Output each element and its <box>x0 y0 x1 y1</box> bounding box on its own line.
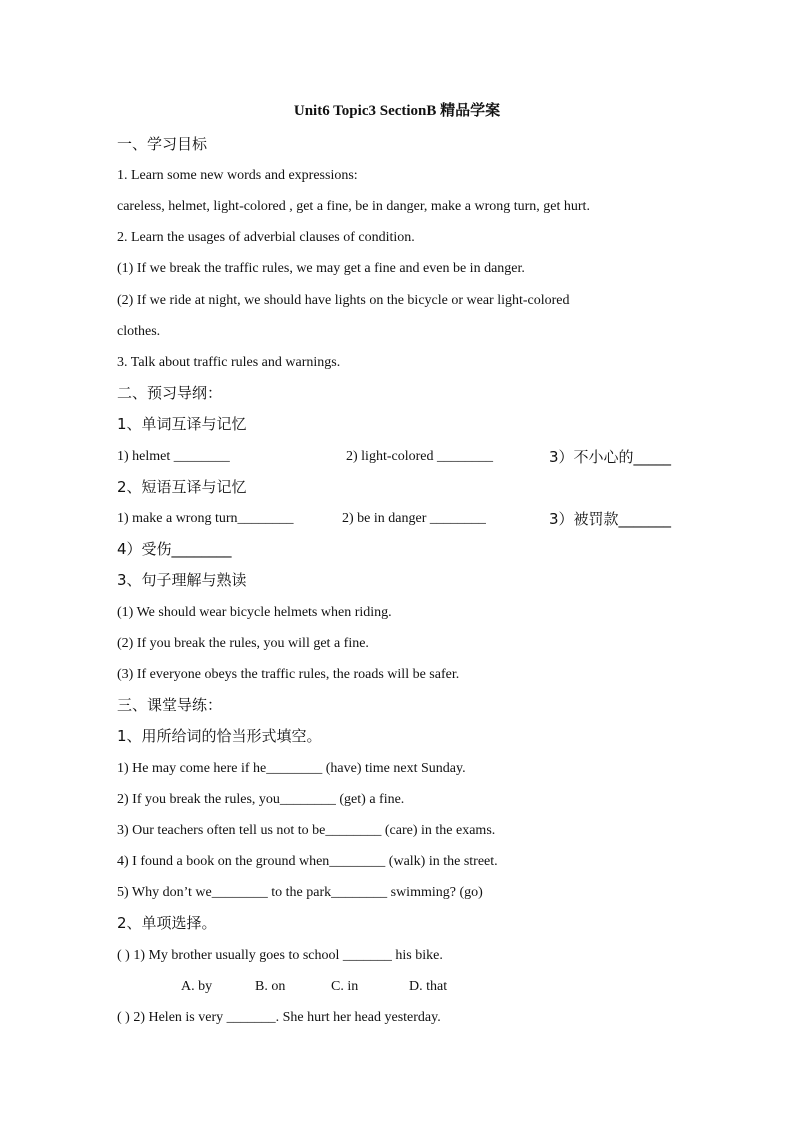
reading-sentence-2: (2) If you break the rules, you will get a fine. <box>117 636 369 651</box>
option-b: B. on <box>255 979 286 994</box>
sentence-reading-heading: 3、句子理解与熟读 <box>117 571 247 589</box>
reading-sentence-3: (3) If everyone obeys the traffic rules, the roads will be safer. <box>117 667 460 682</box>
word-item-3: 3）不小心的_____ <box>549 448 672 466</box>
phrase-item-3: 3）被罚款_______ <box>549 510 672 528</box>
fill-in-item-4: 4) I found a book on the ground when________ (walk) in the street. <box>117 854 498 869</box>
fill-in-heading: 1、用所给词的恰当形式填空。 <box>117 727 322 745</box>
multiple-choice-heading: 2、单项选择。 <box>117 914 217 932</box>
reading-sentence-1: (1) We should wear bicycle helmets when riding. <box>117 605 392 620</box>
option-a: A. by <box>181 979 213 994</box>
example-sentence-2-continued: clothes. <box>117 324 161 339</box>
fill-in-item-2: 2) If you break the rules, you________ (get) a fine. <box>117 792 405 807</box>
page-title: Unit6 Topic3 SectionB 精品学案 <box>293 103 501 119</box>
phrase-translation-heading: 2、短语互译与记忆 <box>117 478 247 496</box>
section-2-heading: 二、预习导纲： <box>117 384 223 402</box>
multiple-choice-question-1: ( ) 1) My brother usually goes to school _______ his bike. <box>117 948 443 963</box>
word-translation-row <box>117 447 677 467</box>
option-d: D. that <box>409 979 448 994</box>
objective-1: 1. Learn some new words and expressions: <box>117 168 358 183</box>
vocabulary-list: careless, helmet, light-colored , get a fine, be in danger, make a wrong turn, get hurt. <box>117 199 590 214</box>
fill-in-item-1: 1) He may come here if he________ (have) time next Sunday. <box>117 761 466 776</box>
option-c: C. in <box>331 979 359 994</box>
example-sentence-2: (2) If we ride at night, we should have lights on the bicycle or wear light-colored <box>117 293 570 308</box>
example-sentence-1: (1) If we break the traffic rules, we may get a fine and even be in danger. <box>117 261 525 276</box>
objective-3: 3. Talk about traffic rules and warnings. <box>117 355 341 370</box>
phrase-item-1: 1) make a wrong turn________ <box>117 511 294 526</box>
section-3-heading: 三、课堂导练： <box>117 696 223 714</box>
multiple-choice-options-1 <box>117 977 477 997</box>
phrase-item-4: 4）受伤________ <box>117 540 232 558</box>
objective-2: 2. Learn the usages of adverbial clauses of condition. <box>117 230 415 245</box>
fill-in-item-3: 3) Our teachers often tell us not to be________ (care) in the exams. <box>117 823 496 838</box>
section-1-heading: 一、学习目标 <box>117 135 208 153</box>
fill-in-item-5: 5) Why don’t we________ to the park________ swimming? (go) <box>117 885 483 900</box>
multiple-choice-question-2: ( ) 2) Helen is very _______. She hurt her head yesterday. <box>117 1010 441 1025</box>
phrase-item-2: 2) be in danger ________ <box>342 511 486 526</box>
word-item-1: 1) helmet ________ <box>117 449 230 464</box>
word-translation-heading: 1、单词互译与记忆 <box>117 415 247 433</box>
word-item-2: 2) light-colored ________ <box>346 449 493 464</box>
phrase-translation-row <box>117 509 677 529</box>
